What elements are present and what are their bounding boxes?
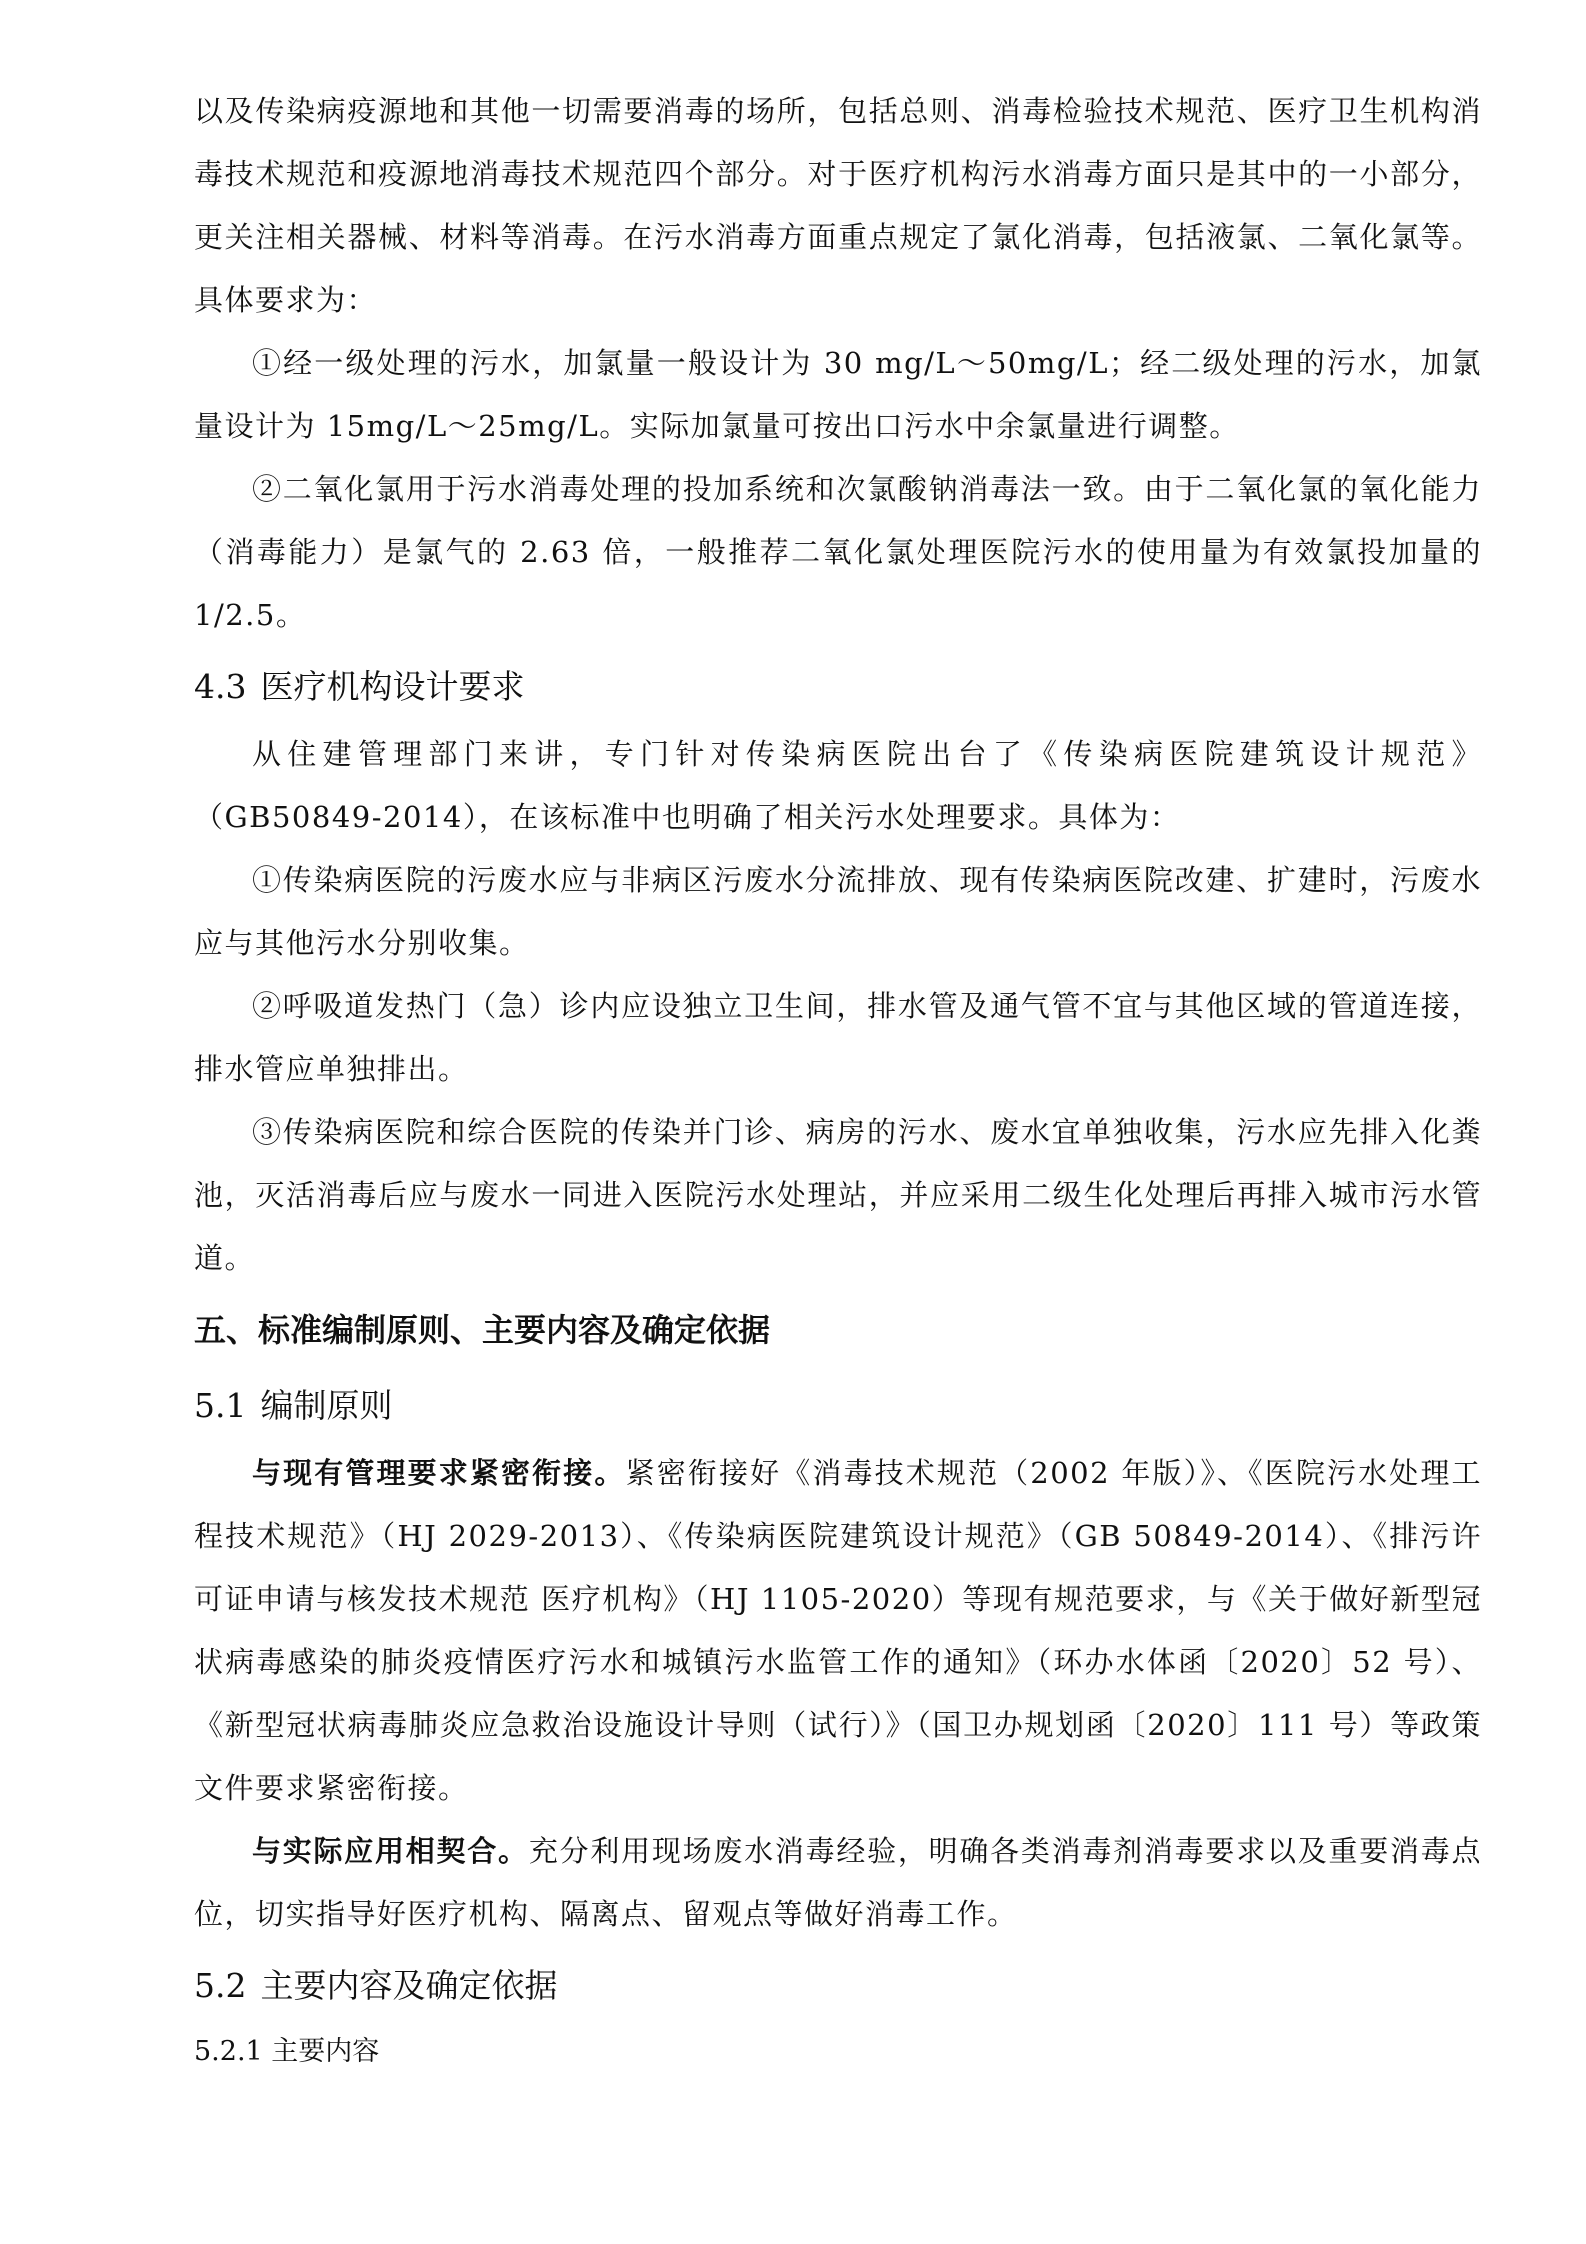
section-number: 5.2.1 (194, 2036, 263, 2067)
principle-lead: 与现有管理要求紧密衔接。 (252, 1456, 626, 1490)
paragraph-principle-2 (194, 1820, 1482, 1946)
paragraph-item-1: ①传染病医院的污废水应与非病区污废水分流排放、现有传染病医院改建、扩建时，污废水应与其他污水分别收集。 (194, 863, 1482, 960)
section-4-3-heading (194, 651, 1482, 723)
section-5-2-1-heading (194, 2022, 1482, 2082)
paragraph-chlorine-dioxide: ②二氧化氯用于污水消毒处理的投加系统和次氯酸钠消毒法一致。由于二氧化氯的氧化能力（消毒能力）是氯气的 2.63 倍，一般推荐二氧化氯处理医院污水的使用量为有效氯投加量的 1/2.5。 (194, 472, 1482, 632)
paragraph-design-spec: 从住建管理部门来讲，专门针对传染病医院出台了《传染病医院建筑设计规范》（GB50849-2014），在该标准中也明确了相关污水处理要求。具体为： (194, 737, 1482, 834)
section-5-1-heading (194, 1370, 1482, 1442)
section-title: 主要内容及确定依据 (260, 1966, 558, 2005)
section-number: 5.1 (194, 1386, 247, 1425)
section-title: 编制原则 (260, 1386, 393, 1425)
paragraph-chlorine-dosage: ①经一级处理的污水，加氯量一般设计为 30 mg/L～50mg/L；经二级处理的污水，加氯量设计为 15mg/L～25mg/L。实际加氯量可按出口污水中余氯量进行调整。 (194, 346, 1482, 443)
section-title: 主要内容 (271, 2036, 380, 2067)
chapter-5-heading: 五、标准编制原则、主要内容及确定依据 (194, 1311, 771, 1349)
principle-body: 紧密衔接好《消毒技术规范（2002 年版）》、《医院污水处理工程技术规范》（HJ 2029-2013）、《传染病医院建筑设计规范》（GB 50849-2014）、《排污许可证申请与核发技术规范 医疗机构》（HJ 1105-2020）等现有规范要求，与《关于做好新型冠状病毒感染的肺炎疫情医疗污水和城镇污水监管工作的通知》（环办水体函〔2020〕52 号）、《新型冠状病毒肺炎应急救治设施设计导则（试行）》（国卫办规划函〔2020〕111 号）等政策文件要求紧密衔接。 (194, 1456, 1482, 1805)
principle-lead: 与实际应用相契合。 (252, 1834, 529, 1868)
section-title: 医疗机构设计要求 (260, 667, 525, 706)
section-number: 5.2 (194, 1966, 247, 2005)
paragraph-item-2: ②呼吸道发热门（急）诊内应设独立卫生间，排水管及通气管不宜与其他区域的管道连接，排水管应单独排出。 (194, 989, 1482, 1086)
principle-body: 充分利用现场废水消毒经验，明确各类消毒剂消毒要求以及重要消毒点位，切实指导好医疗机构、隔离点、留观点等做好消毒工作。 (194, 1834, 1482, 1931)
paragraph-item-3: ③传染病医院和综合医院的传染并门诊、病房的污水、废水宜单独收集，污水应先排入化粪池，灭活消毒后应与废水一同进入医院污水处理站，并应采用二级生化处理后再排入城市污水管道。 (194, 1115, 1482, 1275)
paragraph-continued: 以及传染病疫源地和其他一切需要消毒的场所，包括总则、消毒检验技术规范、医疗卫生机构消毒技术规范和疫源地消毒技术规范四个部分。对于医疗机构污水消毒方面只是其中的一小部分，更关注相关器械、材料等消毒。在污水消毒方面重点规定了氯化消毒，包括液氯、二氧化氯等。具体要求为： (194, 94, 1482, 317)
section-5-2-heading (194, 1950, 1482, 2022)
section-number: 4.3 (194, 667, 247, 706)
paragraph-principle-1 (194, 1442, 1482, 1820)
page-content (194, 80, 1482, 2082)
